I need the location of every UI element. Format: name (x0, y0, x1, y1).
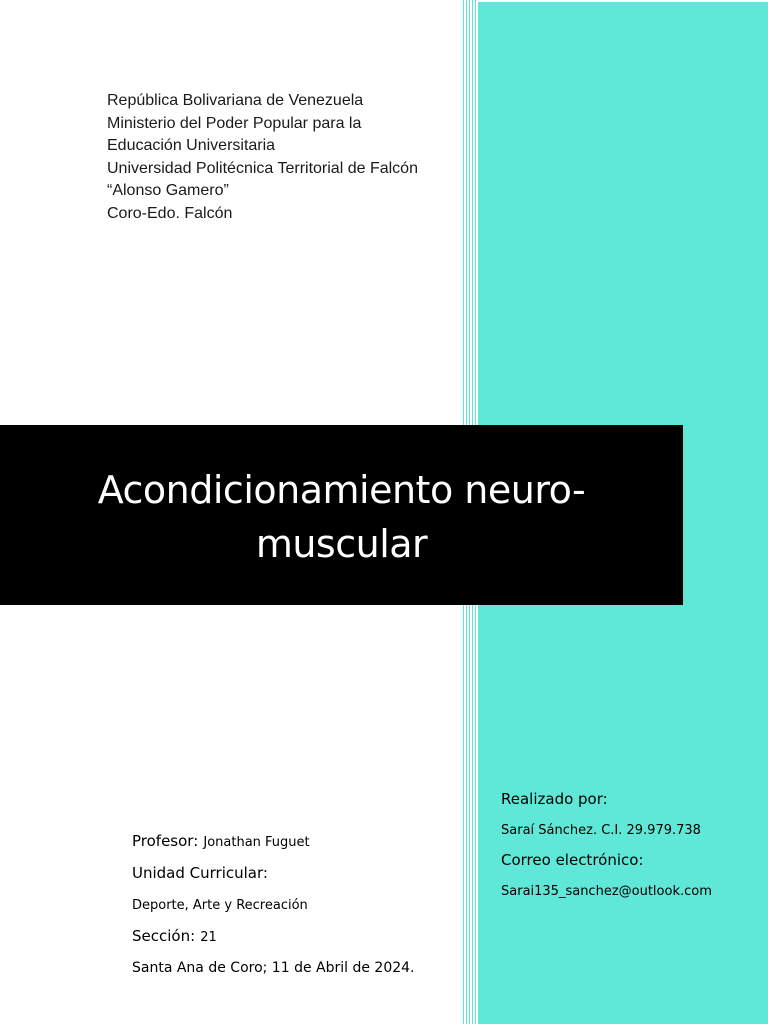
profesor-label: Profesor: (132, 832, 199, 850)
document-title (0, 463, 683, 571)
seccion-label: Sección: (132, 927, 196, 945)
header-line-university: Universidad Politécnica Territorial de Falcón (107, 159, 418, 177)
realizado-value: Saraí Sánchez. C.I. 29.979.738 (501, 823, 701, 838)
place-date: Santa Ana de Coro; 11 de Abril de 2024. (132, 960, 415, 976)
title-line-1: Acondicionamiento neuro- (97, 468, 586, 512)
unidad-label: Unidad Curricular: (132, 864, 268, 882)
profesor-value: Jonathan Fuguet (203, 835, 310, 850)
seccion-value: 21 (200, 930, 217, 945)
header-line-ministry: Ministerio del Poder Popular para la (107, 114, 362, 132)
header-line-country: República Bolivariana de Venezuela (107, 92, 364, 109)
unidad-value: Deporte, Arte y Recreación (132, 898, 308, 913)
header-line-ministry-cont: Educación Universitaria (107, 137, 276, 154)
realizado-label: Realizado por: (501, 790, 608, 808)
correo-label: Correo electrónico: (501, 851, 644, 869)
title-line-2: muscular (255, 522, 428, 566)
correo-value: Sarai135_sanchez@outlook.com (501, 884, 712, 899)
seccion-row (132, 926, 217, 945)
header-line-university-name: “Alonso Gamero” (107, 182, 229, 199)
profesor-row (132, 831, 310, 850)
header-line-location: Coro-Edo. Falcón (107, 204, 233, 222)
institution-header (107, 90, 447, 225)
